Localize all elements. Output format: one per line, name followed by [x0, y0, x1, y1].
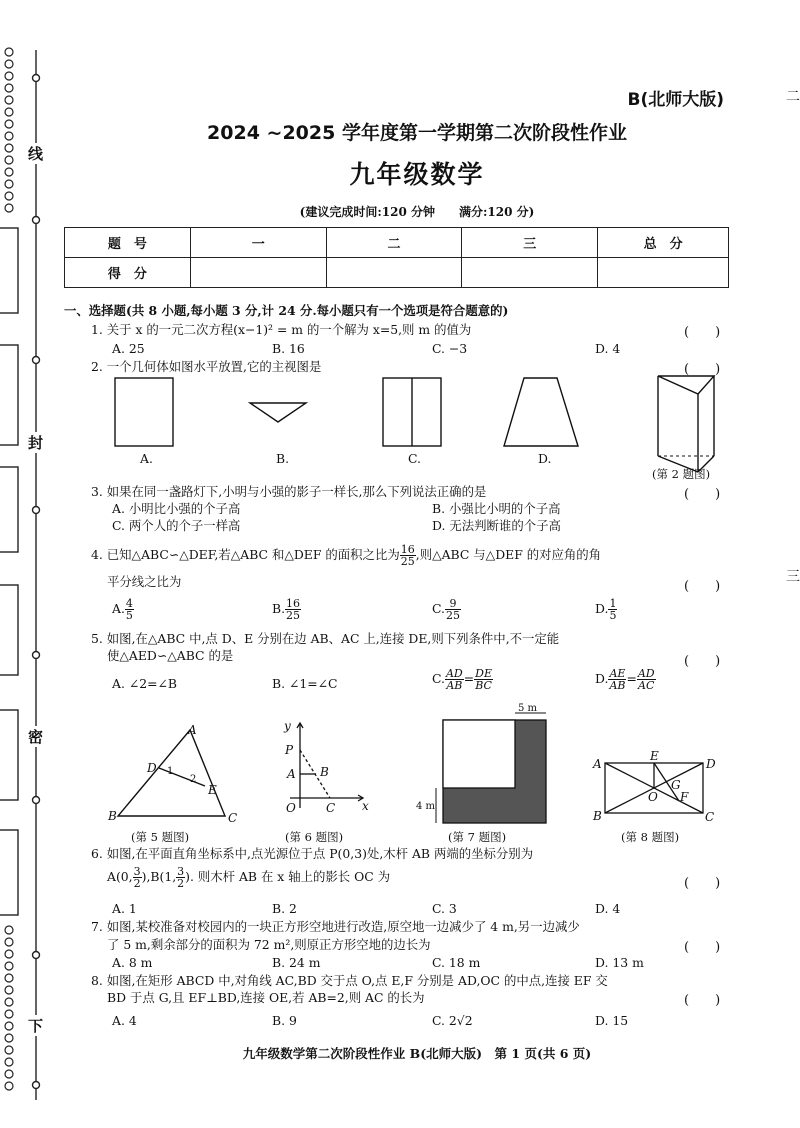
q5-c-num1: AD: [445, 667, 463, 680]
q4-option-b-frac: [285, 598, 301, 621]
score-header-2: 二: [326, 228, 462, 258]
q5-c-den1: AB: [446, 679, 463, 692]
q4-answer-paren[interactable]: ( ): [684, 579, 721, 594]
q4-stem-frac-num: 16: [400, 543, 415, 556]
page-footer: 九年级数学第二次阶段性作业 B(北师大版) 第 1 页(共 6 页): [242, 1046, 592, 1061]
score-row-label: 得 分: [65, 258, 191, 288]
q5-option-c[interactable]: C. $\frac{AD}{AB}$ = $\frac{DE}{BC}$: [432, 667, 492, 692]
q8-option-a[interactable]: A. 4: [112, 1013, 137, 1028]
q7-option-d[interactable]: D. 13 m: [595, 955, 644, 970]
q6-stem-line1: 6. 如图,在平面直角坐标系中,点光源位于点 P(0,3)处,木杆 AB 两端的坐标分别为: [91, 846, 534, 861]
q5-d-num1: AE: [609, 667, 626, 680]
q4-a-den: 5: [125, 609, 133, 622]
score-table: [64, 227, 729, 288]
q5-d-den1: AB: [609, 679, 626, 692]
f8-label-f: F: [680, 790, 689, 804]
q5-option-b[interactable]: B. ∠1=∠C: [272, 676, 338, 691]
q7-answer-paren[interactable]: ( ): [684, 940, 721, 955]
q6-frac-2-den: 2: [177, 877, 185, 890]
f7-label-4m: 4 m: [416, 801, 436, 812]
q2-stem: 2. 一个几何体如图水平放置,它的主视图是: [91, 359, 322, 374]
q4-option-d-letter: D.: [595, 601, 609, 616]
q8-stem-line1: 8. 如图,在矩形 ABCD 中,对角线 AC,BD 交于点 O,点 E,F 分别是 AD,OC 的中点,连接 EF 交: [91, 973, 608, 988]
q6-option-a[interactable]: A. 1: [112, 901, 137, 916]
q6-stem-line2: [107, 866, 390, 889]
f5-label-a: A: [188, 723, 197, 737]
binding-word-seal: 封: [28, 434, 44, 452]
q4-option-a-letter: A.: [112, 601, 125, 616]
f6-label-b: B: [320, 765, 329, 779]
f6-label-p: P: [285, 743, 294, 757]
q7-option-b[interactable]: B. 24 m: [272, 955, 321, 970]
score-header-total: 总 分: [598, 228, 729, 258]
f5-label-1: 1: [167, 766, 174, 777]
q3-option-a[interactable]: A. 小明比小强的个子高: [112, 501, 241, 516]
q5-stem-line2: 使△AED∽△ABC 的是: [107, 648, 234, 663]
q3-option-b[interactable]: B. 小强比小明的个子高: [432, 501, 561, 516]
q6-stem-b1: A(0,: [107, 869, 133, 884]
figures-row: [100, 700, 740, 830]
q4-b-den: 25: [286, 609, 301, 622]
figure6-caption: (第 6 题图): [285, 830, 344, 844]
version-label: B(北师大版): [627, 90, 724, 110]
q4-stem-fraction: [400, 544, 416, 567]
q4-option-d-frac: [608, 598, 617, 621]
score-header-3: 三: [462, 228, 598, 258]
exam-title: 2024 ~2025 学年度第一学期第二次阶段性作业: [207, 122, 627, 144]
binding-word-secret: 密: [28, 728, 44, 746]
q7-option-c[interactable]: C. 18 m: [432, 955, 481, 970]
score-cell-3[interactable]: [462, 258, 598, 288]
q4-stem-line1: [91, 544, 601, 567]
figure8-caption: (第 8 题图): [621, 830, 680, 844]
q4-stem-a: 4. 已知△ABC∽△DEF,若△ABC 和△DEF 的面积之比为: [91, 547, 400, 562]
q5-c-letter: C.: [432, 671, 445, 686]
f8-label-b: B: [593, 809, 602, 823]
q1-option-b[interactable]: B. 16: [272, 341, 305, 356]
q2-figure-caption: (第 2 题图): [652, 467, 711, 481]
f5-label-e: E: [208, 783, 217, 797]
right-edge-mark-3: 三: [786, 569, 800, 585]
q8-option-c[interactable]: C. 2√2: [432, 1013, 473, 1028]
q2-option-c[interactable]: C.: [408, 451, 421, 466]
score-cell-2[interactable]: [326, 258, 462, 288]
q7-stem-line1: 7. 如图,某校准备对校园内的一块正方形空地进行改造,原空地一边减少了 4 m,另一边减少: [91, 919, 580, 934]
q5-c-num2: DE: [475, 667, 492, 680]
q5-d-num2: AD: [637, 667, 655, 680]
q1-option-d[interactable]: D. 4: [595, 341, 621, 356]
q5-c-frac1: [445, 668, 464, 691]
q2-option-d[interactable]: D.: [538, 451, 552, 466]
f5-label-b: B: [108, 809, 117, 823]
q4-option-c-letter: C.: [432, 601, 445, 616]
f5-label-d: D: [147, 761, 157, 775]
section1-heading: 一、选择题(共 8 小题,每小题 3 分,计 24 分.每小题只有一个选项是符合题意的): [64, 303, 509, 318]
q6-frac-1-num: 3: [133, 865, 141, 878]
q4-option-c-frac: [445, 598, 461, 621]
binding-word-down: 下: [28, 1017, 44, 1035]
q4-option-b[interactable]: [272, 598, 301, 621]
f5-label-c: C: [228, 811, 238, 825]
q6-stem-b3: ). 则木杆 AB 在 x 轴上的影长 OC 为: [185, 869, 391, 884]
f6-label-x: x: [362, 799, 369, 813]
q6-frac-2-num: 3: [177, 865, 185, 878]
q5-d-den2: AC: [638, 679, 655, 692]
q6-option-d[interactable]: D. 4: [595, 901, 621, 916]
f6-label-c: C: [326, 801, 336, 815]
f6-label-y: y: [284, 719, 291, 733]
q7-option-a[interactable]: A. 8 m: [112, 955, 153, 970]
score-header-1: 一: [190, 228, 326, 258]
score-table-score-row: [65, 258, 729, 288]
q3-option-d[interactable]: D. 无法判断谁的个子高: [432, 518, 561, 533]
q6-frac-1: [133, 866, 142, 889]
q4-option-c[interactable]: [432, 598, 461, 621]
score-table-header-row: [65, 228, 729, 258]
q5-c-den2: BC: [475, 679, 492, 692]
figure-8: [605, 763, 703, 813]
q6-answer-paren[interactable]: ( ): [684, 876, 721, 891]
subject-title: 九年级数学: [349, 160, 485, 189]
q6-stem-b2: ),B(1,: [141, 869, 177, 884]
f6-label-a: A: [287, 767, 296, 781]
q2-option-a[interactable]: A.: [140, 451, 153, 466]
q5-stem-line1: 5. 如图,在△ABC 中,点 D、E 分别在边 AB、AC 上,连接 DE,则下列条件中,不一定能: [91, 631, 560, 646]
q2-answer-paren[interactable]: ( ): [684, 362, 721, 377]
q4-stem-b: ,则△ABC 与△DEF 的对应角的角: [415, 547, 602, 562]
q5-d-frac1: [608, 668, 626, 691]
figure5-caption: (第 5 题图): [131, 830, 190, 844]
q8-answer-paren[interactable]: ( ): [684, 993, 721, 1008]
q1-option-c[interactable]: C. −3: [432, 341, 468, 356]
q4-c-num: 9: [445, 598, 461, 610]
f5-label-2: 2: [190, 774, 197, 785]
score-cell-1[interactable]: [190, 258, 326, 288]
binding-word-line: 线: [28, 145, 44, 163]
q5-answer-paren[interactable]: ( ): [684, 654, 721, 669]
f7-label-5m: 5 m: [518, 703, 538, 714]
q4-option-b-letter: B.: [272, 601, 286, 616]
q5-option-a[interactable]: A. ∠2=∠B: [112, 676, 177, 691]
q5-d-letter: D.: [595, 671, 609, 686]
q4-stem-c: 平分线之比为: [107, 574, 182, 589]
score-header-label: 题 号: [65, 228, 191, 258]
f8-label-g: G: [671, 778, 681, 792]
q1-stem: 1. 关于 x 的一元二次方程(x−1)² = m 的一个解为 x=5,则 m 的值为: [91, 322, 472, 337]
q7-stem-line2: 了 5 m,剩余部分的面积为 72 m²,则原正方形空地的边长为: [107, 937, 431, 952]
q1-option-a[interactable]: A. 25: [112, 341, 145, 356]
q8-stem-line2: BD 于点 G,且 EF⊥BD,连接 OE,若 AB=2,则 AC 的长为: [107, 990, 425, 1005]
q5-d-frac2: [637, 668, 656, 691]
q1-answer-paren[interactable]: ( ): [684, 325, 721, 340]
q6-frac-2: [176, 866, 185, 889]
q3-stem: 3. 如果在同一盏路灯下,小明与小强的影子一样长,那么下列说法正确的是: [91, 484, 487, 499]
q4-c-den: 25: [445, 609, 460, 622]
q4-stem-frac-den: 25: [400, 555, 415, 568]
right-edge-mark-2: 二: [786, 89, 800, 105]
f8-label-e: E: [650, 749, 659, 763]
q4-option-a[interactable]: [112, 598, 134, 621]
q4-d-num: 1: [609, 597, 617, 610]
q5-c-frac2: [474, 668, 493, 691]
figure7-caption: (第 7 题图): [448, 830, 507, 844]
q5-option-d[interactable]: D. $\frac{AE}{AB}$ = $\frac{AD}{AC}$: [595, 667, 655, 692]
q3-option-c[interactable]: C. 两个人的个子一样高: [112, 518, 241, 533]
q8-option-d[interactable]: D. 15: [595, 1013, 629, 1028]
q2-option-b[interactable]: B.: [276, 451, 290, 466]
q4-d-den: 5: [609, 609, 617, 622]
q6-option-c[interactable]: C. 3: [432, 901, 457, 916]
exam-info: (建议完成时间:120 分钟 满分:120 分): [299, 205, 535, 219]
q3-answer-paren[interactable]: ( ): [684, 487, 721, 502]
q4-a-num: 4: [125, 597, 133, 610]
q8-option-b[interactable]: B. 9: [272, 1013, 297, 1028]
figure-7: [436, 713, 546, 823]
q4-option-d[interactable]: [595, 598, 617, 621]
f8-label-d: D: [706, 757, 716, 771]
f8-label-c: C: [705, 810, 715, 824]
q6-frac-1-den: 2: [133, 877, 141, 890]
q4-option-a-frac: [125, 598, 134, 621]
q4-b-num: 16: [286, 597, 301, 610]
f6-label-o: O: [286, 801, 296, 815]
score-cell-total[interactable]: [598, 258, 729, 288]
f8-label-a: A: [593, 757, 602, 771]
q6-option-b[interactable]: B. 2: [272, 901, 297, 916]
f8-label-o: O: [648, 790, 658, 804]
